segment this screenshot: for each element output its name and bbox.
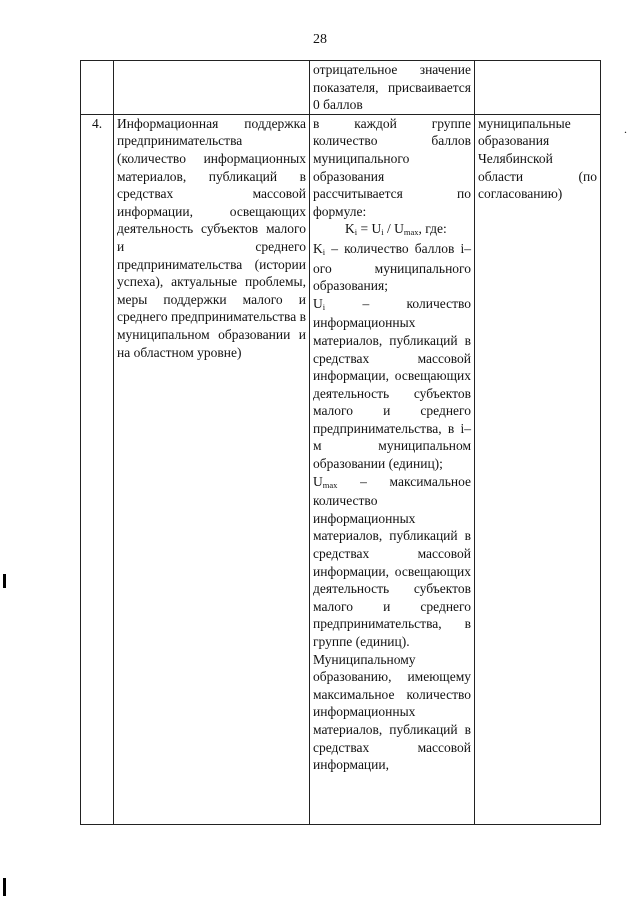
cell-number (81, 61, 114, 115)
method-intro: в каждой группе количество баллов муниципального образования рассчитывается по формуле: (313, 115, 471, 219)
ui-definition: $U_i$ – количество информационных материалов, публикаций в средствах массовой информации, освещающих деятельность субъектов малого и среднего предпринимательства, в i–м муниципальном образовании (единиц); (313, 295, 471, 472)
source-text: муниципальные образования Челябинской области (по согласованию) (475, 114, 601, 824)
margin-mark: . (624, 122, 627, 136)
formula: $K_i = U_i / U_{max}$, где: (345, 221, 447, 238)
scan-artifact-top (3, 574, 6, 588)
method-final-paragraph: Муниципальному образованию, имеющему максимальное количество информационных материалов, публикаций в средствах массовой информации, (313, 651, 471, 773)
cell-indicator (114, 61, 310, 115)
criteria-table (80, 60, 601, 825)
umax-definition: $U_{max}$ – максимальное количество информационных материалов, публикаций в средствах массовой информации, освещающих деятельность субъектов малого и среднего предпринимательства, в группе (единиц). (313, 473, 471, 649)
page-number: 28 (313, 32, 327, 47)
row-number: 4. (81, 114, 114, 824)
cell-method: отрицательное значение показателя, присваивается 0 баллов (310, 61, 475, 115)
method-cell (310, 114, 475, 824)
table-row-4 (81, 114, 601, 824)
ki-definition: $K_i$ – количество баллов i–ого муниципального образования; (313, 240, 471, 294)
scan-artifact-bottom (3, 878, 6, 896)
table-row-continued (81, 61, 601, 115)
indicator-text: Информационная поддержка предпринимательства (количество информационных материалов, публикаций в средствах массовой информации, освещающих деятельность субъектов малого и среднего предпринимательства (истории успеха), актуальные проблемы, меры поддержки малого и среднего предпринимательства в муниципальном образовании и на областном уровне) (114, 114, 310, 824)
cell-source (475, 61, 601, 115)
